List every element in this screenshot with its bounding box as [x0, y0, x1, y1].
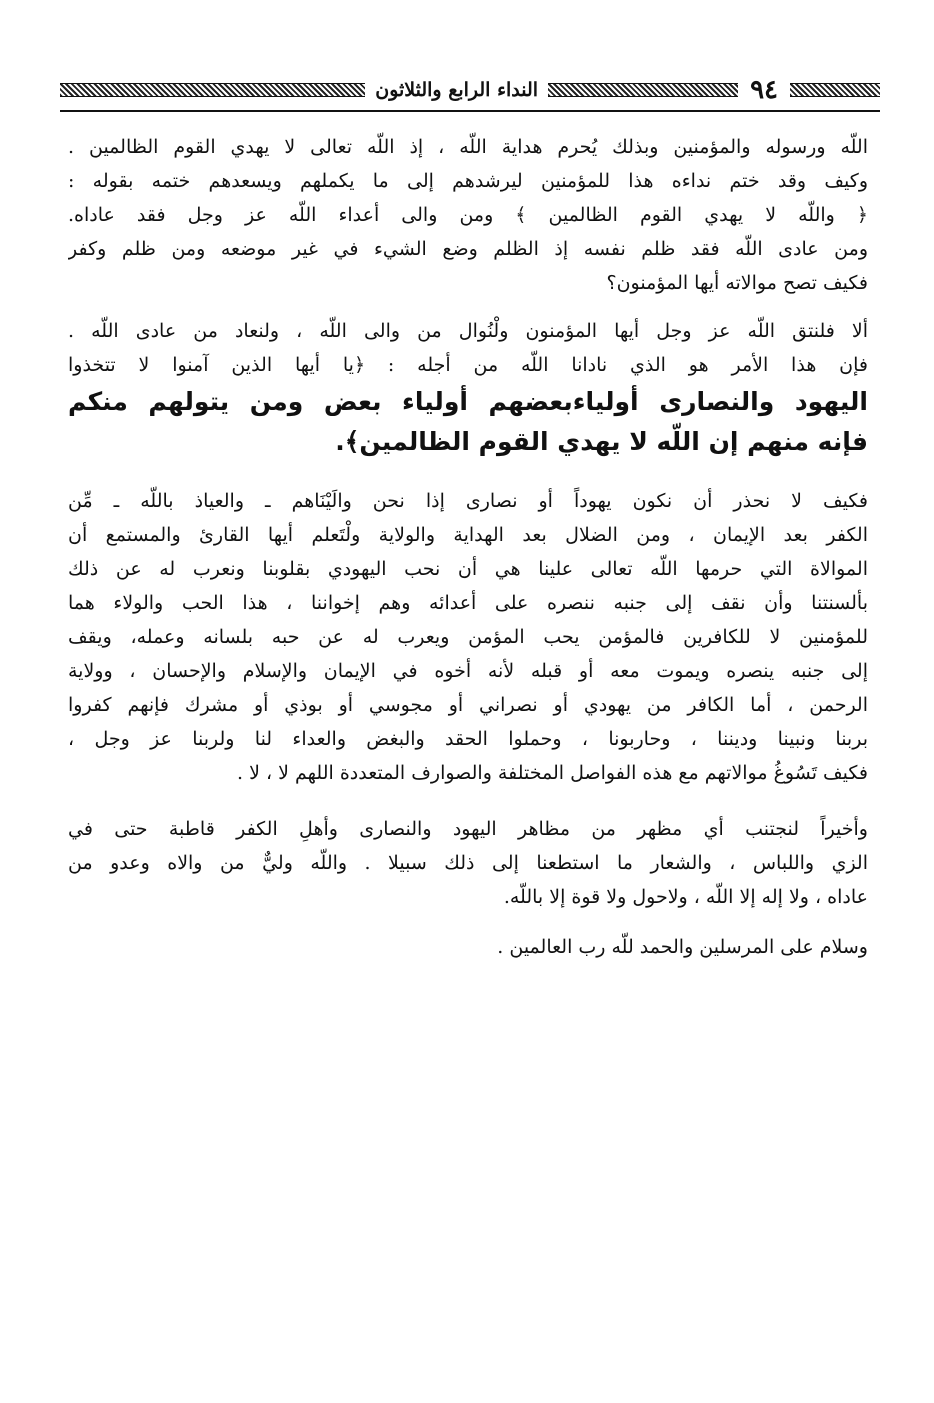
text-line: فإن هذا الأمر هو الذي نادانا اللّه من أجله : ﴿يا أيها الذين آمنوا لا تتخذوا: [68, 354, 868, 376]
text-line: بألسنتنا وأن نقف إلى جنبه ننصره على أعدائه وهم إخواننا ، هذا الحب والولاء هما: [68, 592, 868, 614]
paragraph-2: [68, 314, 868, 462]
quran-verse-line: اليهود والنصارى أولياءبعضهم أولياء بعض ومن يتولهم منكم: [68, 387, 868, 416]
closing-line: وسلام على المرسلين والحمد للّه رب العالمين .: [497, 936, 868, 958]
text-line: ﴿ واللّه لا يهدي القوم الظالمين ﴾ ومن والى أعداء اللّه عز وجل فقد عاداه.: [68, 204, 868, 226]
chapter-title: النداء الرابع والثلاثون: [375, 79, 539, 101]
text-line: اللّه ورسوله والمؤمنين وبذلك يُحرم هداية اللّه ، إذ اللّه تعالى لا يهدي القوم الظالمين .: [68, 136, 868, 158]
text-line: ألا فلنتق اللّه عز وجل أيها المؤمنون ولْنُوال من والى اللّه ، ولنعاد من عادى اللّه .: [68, 320, 868, 342]
text-line: فكيف تصح موالاته أيها المؤمنون؟: [606, 272, 868, 294]
text-line: وكيف وقد ختم نداءه هذا للمؤمنين ليرشدهم إلى ما يكملهم ويسعدهم ختمه بقوله :: [68, 170, 868, 192]
text-line: للمؤمنين لا للكافرين فالمؤمن يحب المؤمن ويعرب له عن حبه بلسانه وعمله، ويقف: [68, 626, 868, 648]
text-line: ومن عادى اللّه فقد ظلم نفسه إذ الظلم وضع الشيء في غير موضعه ومن ظلم وكفر: [68, 238, 868, 260]
text-line: عاداه ، ولا إله إلا اللّه ، ولاحول ولا قوة إلا باللّه.: [503, 886, 868, 908]
quran-verse-line: فإنه منهم إن اللّه لا يهدي القوم الظالمين﴾.: [335, 427, 868, 456]
page-number: ٩٤: [750, 75, 778, 105]
body-text: [68, 130, 868, 964]
text-line: بربنا ونبينا وديننا ، وحاربونا ، وحملوا الحقد والبغض والعداء لنا ولربنا عز وجل ،: [68, 728, 868, 750]
paragraph-1: [68, 130, 868, 300]
text-line: الكفر بعد الإيمان ، ومن الضلال بعد الهداية والولاية ولْتَعلم أيها القارئ والمستمع أن: [68, 524, 868, 546]
header-ornament-left: [60, 83, 365, 97]
text-line: وأخيراً لنجتنب أي مظهر من مظاهر اليهود والنصارى وأهلِ الكفر قاطبة حتى في: [68, 818, 868, 840]
paragraph-4: [68, 812, 868, 914]
text-line: الموالاة التي حرمها اللّه تعالى علينا هي أن نحب اليهودي بقلوبنا ونعرب له عن ذلك: [68, 558, 868, 580]
text-line: إلى جنبه ينصره ويموت معه أو قبله لأنه أخوه في الإيمان والإسلام والإحسان ، وولاية: [68, 660, 868, 682]
text-line: الزي واللباس ، والشعار ما استطعنا إلى ذلك سبيلا . واللّه وليٌّ من والاه وعدو من: [68, 852, 868, 874]
text-line: فكيف لا نحذر أن نكون يهوداً أو نصارى إذا نحن والَيْنَاهم ـ والعياذ باللّه ـ مِّن: [68, 490, 868, 512]
text-line: فكيف تَسُوغُ موالاتهم مع هذه الفواصل المختلفة والصوارف المتعددة اللهم لا ، لا .: [237, 762, 868, 784]
running-header: [60, 70, 880, 112]
paragraph-3: [68, 484, 868, 790]
header-ornament-right: [790, 83, 880, 97]
header-ornament-middle: [548, 83, 738, 97]
text-line: الرحمن ، أما الكافر من يهودي أو نصراني أو مجوسي أو بوذي أو مشرك فإنهم كفروا: [68, 694, 868, 716]
